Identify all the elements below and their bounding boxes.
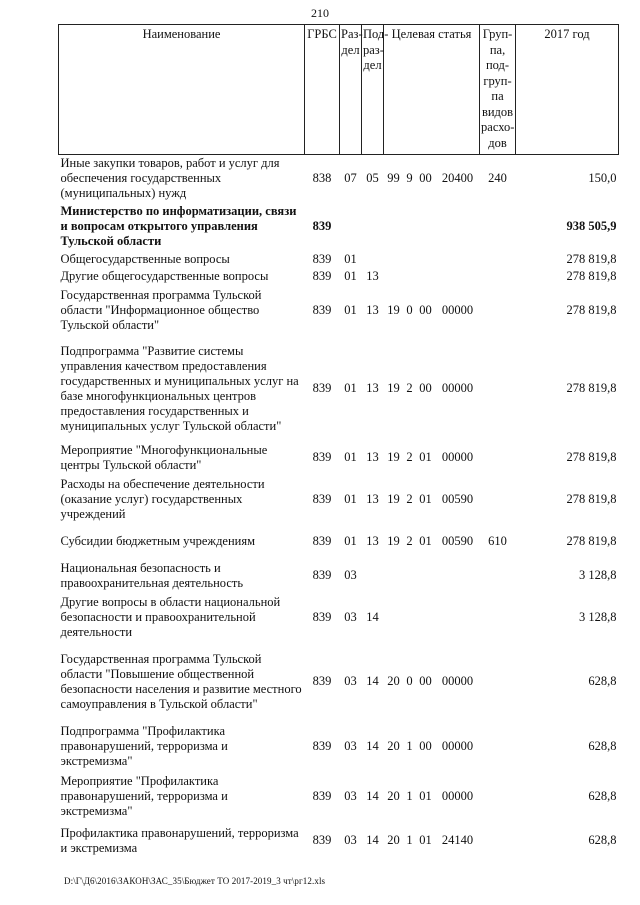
cell-podrazdel: 13	[366, 534, 379, 548]
cell-target-direction	[436, 251, 480, 268]
cell-podrazdel: 13	[366, 492, 379, 506]
cell-podrazdel: 14	[366, 674, 379, 688]
cell-expense-group	[480, 203, 516, 251]
cell-target-event	[416, 559, 436, 593]
cell-target-event: 01	[419, 833, 432, 847]
cell-target-program: 19	[387, 381, 400, 395]
cell-target-event	[416, 251, 436, 268]
table-header-row	[59, 25, 619, 155]
cell-razdel: 01	[344, 268, 357, 283]
cell-target-subprogram	[404, 593, 416, 642]
table-row	[59, 559, 619, 593]
cell-target-event: 00	[419, 739, 432, 753]
cell-amount: 278 819,8	[566, 450, 617, 464]
cell-target-direction: 00000	[441, 450, 474, 464]
cell-name: Мероприятие "Профилактика правонарушений, терроризма и экстремизма"	[60, 774, 228, 818]
cell-razdel: 01	[344, 381, 357, 395]
cell-expense-group	[480, 251, 516, 268]
cell-amount: 3 128,8	[579, 609, 617, 624]
table-row	[59, 203, 619, 251]
cell-target-program: 20	[387, 789, 400, 803]
cell-grbs: 839	[312, 674, 332, 688]
cell-target-program: 19	[387, 450, 400, 464]
cell-razdel: 07	[344, 171, 357, 186]
cell-amount: 278 819,8	[566, 534, 617, 548]
cell-target-direction: 00000	[441, 303, 474, 317]
cell-expense-group	[480, 593, 516, 642]
cell-grbs: 839	[312, 381, 332, 395]
cell-target-event: 00	[419, 171, 432, 186]
cell-expense-group	[480, 475, 516, 525]
header-year: 2017 год	[516, 25, 619, 155]
cell-expense-group	[480, 337, 516, 441]
cell-target-program: 19	[387, 492, 400, 506]
cell-target-subprogram: 9	[406, 171, 413, 186]
cell-target-subprogram: 0	[406, 674, 413, 688]
cell-target-event	[416, 268, 436, 285]
cell-razdel: 01	[344, 251, 357, 266]
header-expense-group: Груп- па, под- груп- па видов расхо- дов	[480, 25, 516, 155]
cell-name: Министерство по информатизации, связи и вопросам открытого управления Тульской области	[60, 204, 297, 248]
cell-target-event: 01	[419, 450, 432, 464]
cell-grbs: 839	[312, 739, 332, 753]
cell-target-direction: 00000	[441, 381, 474, 395]
cell-name: Подпрограмма "Профилактика правонарушений, терроризма и экстремизма"	[60, 724, 228, 768]
cell-target-program: 20	[387, 674, 400, 688]
cell-amount: 628,8	[588, 674, 617, 688]
cell-expense-group	[480, 822, 516, 860]
cell-podrazdel: 14	[366, 833, 379, 847]
cell-podrazdel: 05	[366, 171, 379, 186]
cell-razdel: 03	[344, 789, 357, 803]
cell-podrazdel: 14	[366, 789, 379, 803]
table-row	[59, 722, 619, 772]
table-row	[59, 337, 619, 441]
cell-razdel: 03	[344, 568, 357, 582]
file-path-footer: D:\Г\Д6\2016\ЗАКОН\ЗАС_35\Бюджет ТО 2017-2019_3 чт\рг12.xls	[64, 876, 326, 886]
cell-razdel: 03	[344, 833, 357, 847]
cell-grbs: 839	[312, 492, 332, 506]
cell-razdel	[340, 203, 362, 251]
cell-razdel: 01	[344, 450, 357, 464]
cell-target-direction	[436, 559, 480, 593]
cell-expense-group: 240	[488, 171, 507, 186]
cell-amount: 938 505,9	[566, 219, 617, 233]
cell-target-subprogram: 1	[406, 739, 413, 753]
cell-grbs: 839	[312, 568, 332, 582]
cell-target-subprogram: 0	[406, 303, 413, 317]
cell-podrazdel	[362, 203, 384, 251]
table-row	[59, 642, 619, 722]
cell-expense-group	[480, 722, 516, 772]
cell-target-direction: 24140	[441, 833, 474, 847]
table-row	[59, 251, 619, 268]
cell-podrazdel: 13	[366, 381, 379, 395]
cell-target-program: 19	[387, 534, 400, 548]
cell-amount: 278 819,8	[566, 381, 617, 395]
cell-target-program	[384, 559, 404, 593]
cell-podrazdel	[362, 559, 384, 593]
cell-grbs: 839	[312, 450, 332, 464]
cell-target-direction: 20400	[441, 171, 474, 186]
cell-target-event: 01	[419, 789, 432, 803]
cell-target-event	[416, 203, 436, 251]
cell-name: Профилактика правонарушений, терроризма и экстремизма	[60, 825, 299, 855]
cell-target-program: 19	[387, 303, 400, 317]
table-row	[59, 772, 619, 822]
cell-name: Государственная программа Тульской области "Повышение общественной безопасности населения и развитие местного самоуправления в Тульской области"	[60, 651, 302, 711]
table-row	[59, 475, 619, 525]
cell-target-subprogram	[404, 251, 416, 268]
header-name: Наименование	[59, 25, 305, 155]
table-row	[59, 268, 619, 285]
cell-expense-group	[480, 772, 516, 822]
cell-podrazdel: 13	[366, 450, 379, 464]
cell-grbs: 839	[312, 251, 332, 266]
cell-grbs: 839	[312, 219, 332, 233]
cell-amount: 628,8	[588, 739, 617, 753]
cell-name: Национальная безопасность и правоохранительная деятельность	[60, 560, 244, 590]
cell-target-direction: 00590	[441, 534, 474, 548]
cell-target-event: 01	[419, 492, 432, 506]
cell-target-event: 00	[419, 303, 432, 317]
cell-target-subprogram: 1	[406, 833, 413, 847]
cell-target-program: 20	[387, 833, 400, 847]
cell-razdel: 01	[344, 492, 357, 506]
cell-name: Подпрограмма "Развитие системы управления качеством предоставления государственных и муниципальных услуг на базе многофункциональных центров предоставления государственных и муниципальных услуг Тульской области"	[60, 343, 299, 433]
cell-target-direction: 00000	[441, 674, 474, 688]
cell-name: Другие вопросы в области национальной безопасности и правоохранительной деятельности	[60, 594, 281, 639]
table-row	[59, 822, 619, 860]
cell-grbs: 839	[312, 609, 332, 624]
cell-target-subprogram	[404, 559, 416, 593]
cell-amount: 628,8	[588, 833, 617, 847]
cell-grbs: 839	[312, 789, 332, 803]
cell-target-direction	[436, 203, 480, 251]
cell-expense-group	[480, 268, 516, 285]
cell-name: Расходы на обеспечение деятельности (оказание услуг) государственных учреждений	[60, 477, 265, 521]
cell-podrazdel	[362, 251, 384, 268]
cell-razdel: 03	[344, 739, 357, 753]
table-row	[59, 155, 619, 203]
cell-razdel: 01	[344, 303, 357, 317]
cell-name: Общегосударственные вопросы	[60, 251, 230, 266]
cell-podrazdel: 14	[366, 739, 379, 753]
cell-expense-group	[480, 642, 516, 722]
cell-target-event: 00	[419, 381, 432, 395]
cell-podrazdel: 13	[366, 303, 379, 317]
header-grbs: ГРБС	[305, 25, 340, 155]
header-podrazdel: Под- раз- дел	[362, 25, 384, 155]
table-row	[59, 285, 619, 337]
cell-amount: 150,0	[588, 171, 617, 186]
cell-razdel: 01	[344, 534, 357, 548]
cell-amount: 278 819,8	[566, 303, 617, 317]
cell-target-direction: 00000	[441, 789, 474, 803]
cell-target-subprogram: 2	[406, 381, 413, 395]
header-razdel: Раз- дел	[340, 25, 362, 155]
cell-target-direction: 00000	[441, 739, 474, 753]
table-row	[59, 525, 619, 559]
cell-target-subprogram	[404, 203, 416, 251]
cell-target-subprogram: 2	[406, 450, 413, 464]
cell-target-subprogram: 1	[406, 789, 413, 803]
table-row	[59, 593, 619, 642]
cell-target-program	[384, 251, 404, 268]
cell-name: Другие общегосударственные вопросы	[60, 268, 269, 283]
cell-amount: 3 128,8	[579, 568, 617, 582]
cell-name: Мероприятие "Многофункциональные центры Тульской области"	[60, 442, 268, 472]
cell-target-subprogram	[404, 268, 416, 285]
table-body	[59, 155, 619, 860]
cell-grbs: 838	[312, 171, 332, 186]
cell-target-program	[384, 268, 404, 285]
cell-grbs: 839	[312, 833, 332, 847]
cell-target-subprogram: 2	[406, 492, 413, 506]
cell-amount: 278 819,8	[566, 492, 617, 506]
cell-target-program: 99	[387, 171, 400, 186]
cell-razdel: 03	[344, 609, 357, 624]
cell-target-program: 20	[387, 739, 400, 753]
cell-amount: 628,8	[588, 789, 617, 803]
cell-target-event: 00	[419, 674, 432, 688]
cell-target-direction: 00590	[441, 492, 474, 506]
budget-table	[58, 24, 619, 860]
cell-expense-group	[480, 441, 516, 475]
cell-expense-group: 610	[488, 534, 507, 548]
cell-podrazdel: 14	[366, 609, 379, 624]
cell-razdel: 03	[344, 674, 357, 688]
cell-target-direction	[436, 268, 480, 285]
cell-name: Государственная программа Тульской области "Информационное общество Тульской области"	[60, 288, 262, 332]
table-row	[59, 441, 619, 475]
header-target-article: Целевая статья	[384, 25, 480, 155]
cell-grbs: 839	[312, 268, 332, 283]
cell-amount: 278 819,8	[566, 251, 617, 266]
cell-target-subprogram: 2	[406, 534, 413, 548]
cell-target-event: 01	[419, 534, 432, 548]
cell-target-event	[416, 593, 436, 642]
cell-grbs: 839	[312, 534, 332, 548]
page-number: 210	[311, 6, 329, 20]
cell-target-direction	[436, 593, 480, 642]
cell-target-program	[384, 203, 404, 251]
cell-name: Иные закупки товаров, работ и услуг для обеспечения государственных (муниципальных) нужд	[60, 156, 280, 201]
cell-grbs: 839	[312, 303, 332, 317]
cell-expense-group	[480, 285, 516, 337]
cell-amount: 278 819,8	[566, 268, 617, 283]
cell-podrazdel: 13	[366, 268, 379, 283]
cell-name: Субсидии бюджетным учреждениям	[60, 534, 256, 548]
cell-target-program	[384, 593, 404, 642]
cell-expense-group	[480, 559, 516, 593]
